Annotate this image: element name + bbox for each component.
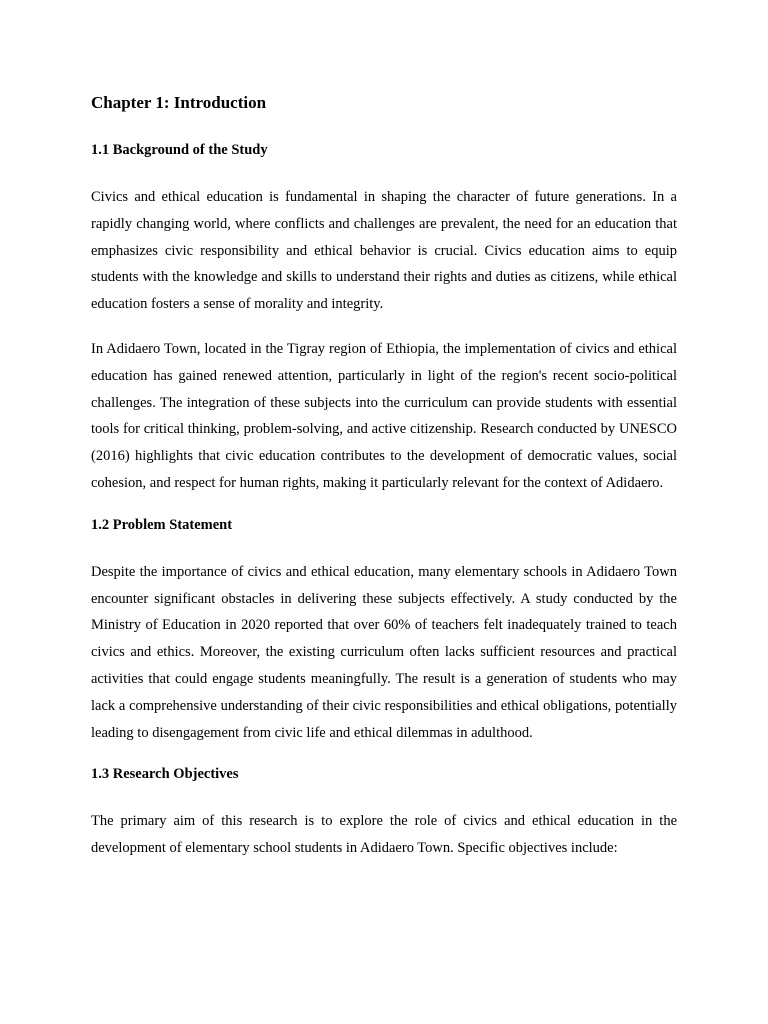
section-heading: 1.1 Background of the Study [91, 142, 268, 158]
section-problem-statement [91, 515, 677, 747]
section-heading: 1.3 Research Objectives [91, 766, 239, 783]
paragraph: Despite the importance of civics and ethical education, many elementary schools in Adidaero Town encounter significant obstacles in delivering these subjects effectively. A study conducted by the Ministry of Education in 2020 reported that over 60% of teachers felt inadequately trained to teach civics and ethics. Moreover, the existing curriculum often lacks sufficient resources and practical activities that could engage students meaningfully. The result is a generation of students who may lack a comprehensive understanding of their civic responsibilities and ethical obligations, potentially leading to disengagement from civic life and ethical dilemmas in adulthood. [91, 563, 677, 741]
paragraph: In Adidaero Town, located in the Tigray region of Ethiopia, the implementation of civics and ethical education has gained renewed attention, particularly in light of the region's recent socio-political challenges. The integration of these subjects into the curriculum can provide students with essential tools for critical thinking, problem-solving, and active citizenship. Research conducted by UNESCO (2016) highlights that civic education contributes to the development of democratic values, social cohesion, and respect for human rights, making it particularly relevant for the context of Adidaero. [91, 340, 677, 491]
paragraph: The primary aim of this research is to explore the role of civics and ethical education in the development of elementary school students in Adidaero Town. Specific objectives include: [91, 813, 677, 857]
chapter-title: Chapter 1: Introduction [91, 93, 267, 112]
section-background [91, 140, 677, 497]
paragraph: Civics and ethical education is fundamental in shaping the character of future generations. In a rapidly changing world, where conflicts and challenges are prevalent, the need for an education that emphasizes civic responsibility and ethical behavior is crucial. Civics education aims to equip students with the knowledge and skills to understand their rights and duties as citizens, while ethical education fosters a sense of morality and integrity. [91, 189, 677, 313]
section-heading: 1.2 Problem Statement [91, 516, 233, 533]
section-research-objectives [91, 764, 677, 862]
